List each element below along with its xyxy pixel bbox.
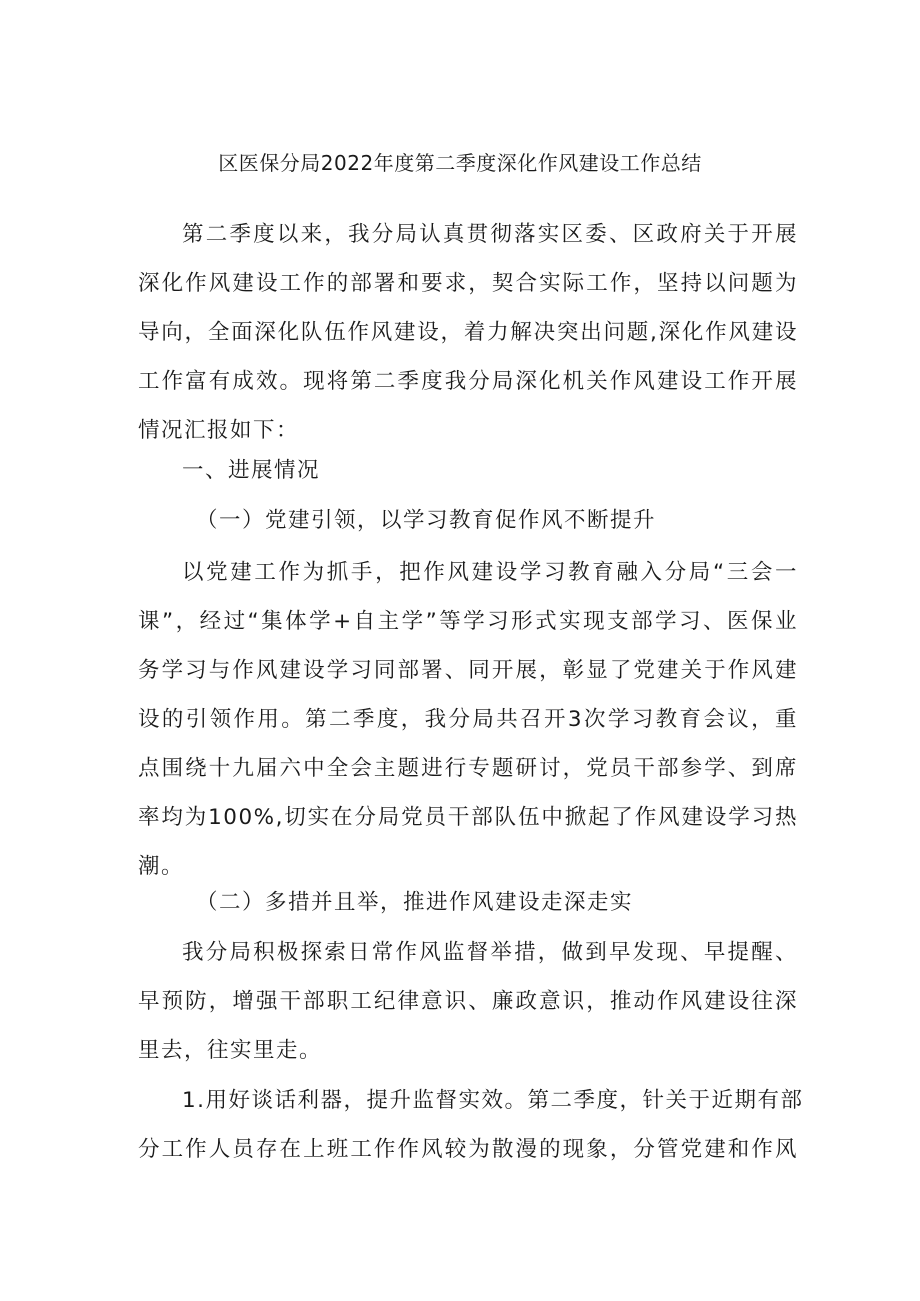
text-line: 工作富有成效。现将第二季度我分局深化机关作风建设工作开展 <box>138 369 798 394</box>
text-line: 第二季度以来，我分局认真贯彻落实区委、区政府关于开展 <box>182 222 798 247</box>
subsection-heading: （一）党建引领，以学习教育促作风不断提升 <box>196 508 657 533</box>
text-line: 我分局积极探索日常作风监督举措，做到早发现、早提醒、 <box>182 940 798 965</box>
text-line: 情况汇报如下： <box>138 418 300 443</box>
text-line: 1.用好谈话利器，提升监督实效。第二季度，针关于近期有部 <box>182 1088 804 1113</box>
document-title: 区医保分局2022年度第二季度深化作风建设工作总结 <box>218 151 702 175</box>
text-line: 深化作风建设工作的部署和要求，契合实际工作，坚持以问题为 <box>138 271 798 296</box>
text-line: 率均为100%,切实在分局党员干部队伍中掀起了作风建设学习热 <box>138 805 798 830</box>
body-paragraph <box>138 928 798 1075</box>
text-line: 潮。 <box>138 854 185 879</box>
text-line: 务学习与作风建设学习同部署、同开展，彰显了党建关于作风建 <box>138 658 798 683</box>
text-line: 以党建工作为抓手，把作风建设学习教育融入分局“三会一 <box>182 560 798 585</box>
section-heading: 一、进展情况 <box>182 458 321 483</box>
text-line: 课”，经过“集体学+自主学”等学习形式实现支部学习、医保业 <box>138 609 798 634</box>
text-line: 早预防，增强干部职工纪律意识、廉政意识，推动作风建设往深 <box>138 989 798 1014</box>
text-line: 里去，往实里走。 <box>138 1038 323 1063</box>
intro-paragraph <box>138 210 798 455</box>
text-line: 导向，全面深化队伍作风建设，着力解决突出问题,深化作风建设 <box>138 320 798 345</box>
body-paragraph <box>138 548 798 891</box>
text-line: 点围绕十九届六中全会主题进行专题研讨，党员干部参学、到席 <box>138 756 798 781</box>
body-paragraph <box>138 1076 804 1174</box>
subsection-heading: （二）多措并且举，推进作风建设走深走实 <box>196 890 634 915</box>
text-line: 设的引领作用。第二季度，我分局共召开3次学习教育会议，重 <box>138 707 798 732</box>
text-line: 分工作人员存在上班工作作风较为散漫的现象，分管党建和作风 <box>138 1137 798 1162</box>
